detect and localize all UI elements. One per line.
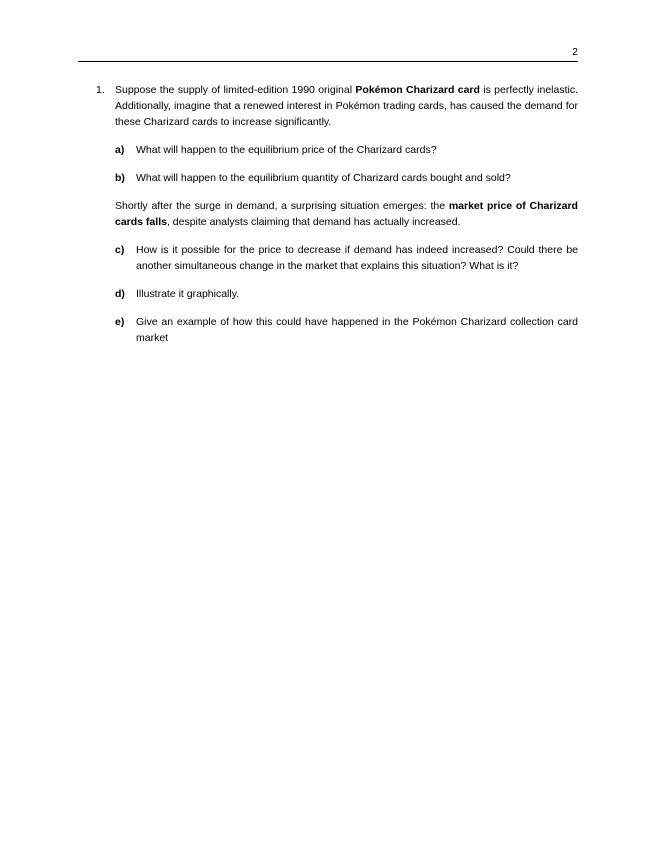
sub-questions-first: [115, 142, 578, 186]
sub-question-letter: d): [115, 288, 125, 300]
sub-question-a: [115, 142, 578, 158]
sub-question-b: [115, 170, 578, 186]
sub-question-letter: b): [115, 172, 125, 184]
sub-question-text: Illustrate it graphically.: [136, 288, 240, 300]
middle-text-start: Shortly after the surge in demand, a surprising situation emerges: the: [115, 200, 449, 212]
intro-bold-term: Pokémon Charizard card: [355, 84, 480, 96]
page-number: 2: [572, 46, 578, 58]
question-1: [96, 82, 578, 130]
question-number: 1.: [96, 84, 105, 96]
sub-questions-second: [115, 242, 578, 346]
sub-question-text: What will happen to the equilibrium quantity of Charizard cards bought and sold?: [136, 172, 511, 184]
question-content: [96, 82, 578, 346]
middle-paragraph: [115, 198, 578, 230]
sub-question-e: [115, 314, 578, 346]
sub-question-text: What will happen to the equilibrium price of the Charizard cards?: [136, 144, 437, 156]
sub-question-letter: c): [115, 244, 125, 256]
sub-question-d: [115, 286, 578, 302]
sub-question-text: Give an example of how this could have happened in the Pokémon Charizard collection card market: [136, 316, 578, 344]
middle-bold-term: market price of Charizard cards falls: [115, 200, 578, 228]
intro-text-end: is perfectly inelastic. Additionally, imagine that a renewed interest in Pokémon trading cards, has caused the demand for these Charizard cards to increase significantly.: [115, 84, 579, 128]
sub-question-letter: a): [115, 144, 125, 156]
question-intro: [115, 82, 578, 130]
page-header: [78, 44, 578, 62]
middle-text-end: , despite analysts claiming that demand has actually increased.: [166, 216, 461, 228]
intro-text-start: Suppose the supply of limited-edition 1990 original: [115, 84, 356, 96]
sub-question-text: How is it possible for the price to decrease if demand has indeed increased? Could there be another simultaneous change in the market that explains this situation? What is it?: [136, 244, 578, 272]
sub-question-c: [115, 242, 578, 274]
sub-question-letter: e): [115, 316, 125, 328]
